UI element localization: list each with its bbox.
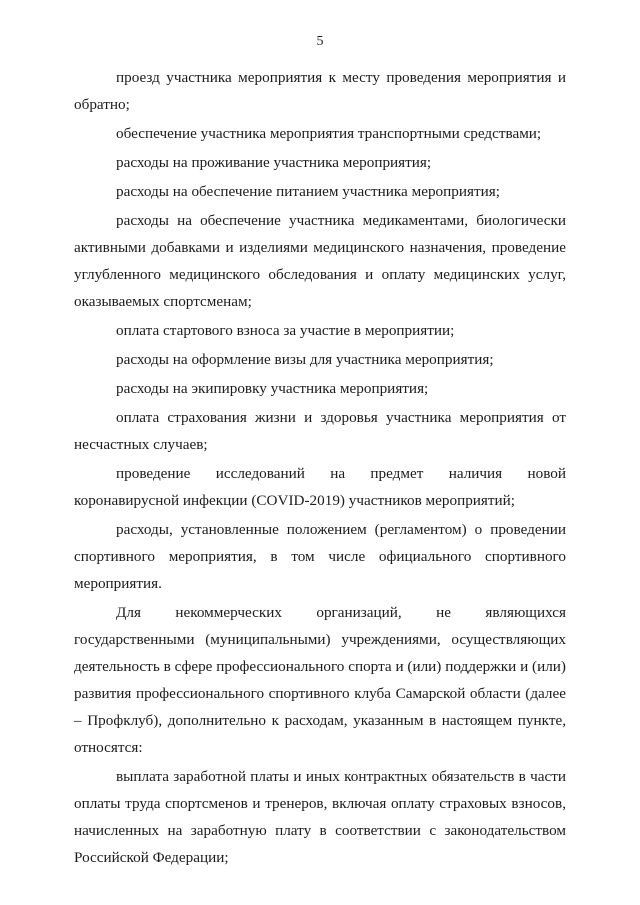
page-number: 5 — [316, 34, 324, 49]
paragraph: выплата заработной платы и иных контрактных обязательств в части оплаты труда спортсменов и тренеров, включая оплату страховых взносов, начисленных на заработную плату в соответствии с законодательством Российской Федерации; — [74, 768, 566, 866]
body-text — [74, 64, 566, 871]
paragraph: оплата стартового взноса за участие в мероприятии; — [116, 322, 455, 339]
paragraph: оплата страхования жизни и здоровья участника мероприятия от несчастных случаев; — [74, 409, 566, 453]
paragraph: расходы на оформление визы для участника мероприятия; — [116, 351, 494, 368]
paragraph: проезд участника мероприятия к месту проведения мероприятия и обратно; — [74, 69, 566, 113]
paragraph: расходы на обеспечение участника медикаментами, биологически активными добавками и изделиями медицинского назначения, проведение углубленного медицинского обследования и оплату медицинских услуг, оказываемых спортсменам; — [74, 212, 566, 310]
paragraph: расходы на проживание участника мероприятия; — [116, 154, 432, 171]
paragraph: расходы на обеспечение питанием участника мероприятия; — [116, 183, 500, 200]
paragraph: проведение исследований на предмет наличия новой коронавирусной инфекции (COVID-2019) участников мероприятий; — [74, 465, 566, 509]
paragraph: обеспечение участника мероприятия транспортными средствами; — [116, 125, 542, 142]
paragraph: Для некоммерческих организаций, не являющихся государственными (муниципальными) учреждениями, осуществляющих деятельность в сфере профессионального спорта и (или) поддержки и (или) развития профессионального спортивного клуба Самарской области (далее – Профклуб), дополнительно к расходам, указанным в настоящем пункте, относятся: — [74, 604, 566, 756]
paragraph: расходы на экипировку участника мероприятия; — [116, 380, 429, 397]
paragraph: расходы, установленные положением (регламентом) о проведении спортивного мероприятия, в том числе официального спортивного мероприятия. — [74, 521, 566, 592]
